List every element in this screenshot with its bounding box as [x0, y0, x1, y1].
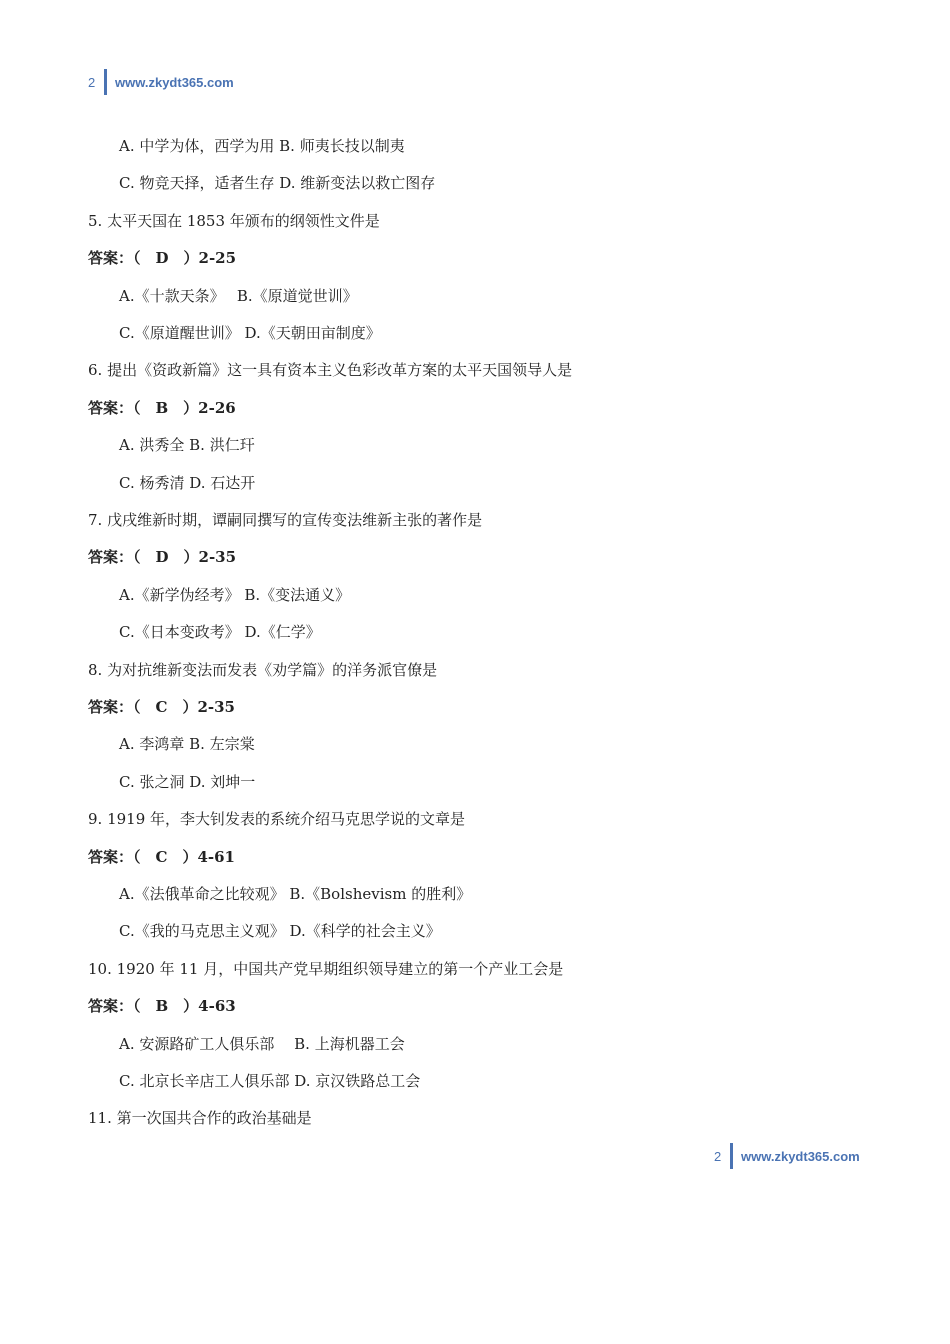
footer-divider: [730, 1143, 733, 1169]
option-line: C. 杨秀清 D. 石达开: [119, 473, 256, 492]
option-line: C.《原道醒世训》 D.《天朝田亩制度》: [119, 324, 381, 342]
option-line: A. 中学为体，西学为用 B. 师夷长技以制夷: [119, 137, 405, 155]
page-header: [88, 68, 234, 96]
option-line: A. 安源路矿工人俱乐部 B. 上海机器工会: [119, 1034, 405, 1053]
answer-line: 答案：（ C ）2-35: [88, 698, 235, 716]
option-line: C.《日本变政考》 D.《仁学》: [119, 623, 321, 642]
question-text: 6. 提出《资政新篇》这一具有资本主义色彩改革方案的太平天国领导人是: [88, 361, 573, 380]
footer-site-link[interactable]: www.zkydt365.com: [741, 1148, 860, 1164]
answer-line: 答案：（ B ）4-63: [88, 997, 236, 1016]
question-text: 9. 1919 年，李大钊发表的系统介绍马克思学说的文章是: [88, 810, 466, 829]
answer-line: 答案：（ B ）2-26: [88, 398, 236, 417]
option-line: A. 李鸿章 B. 左宗棠: [119, 735, 255, 754]
option-line: C. 北京长辛店工人俱乐部 D. 京汉铁路总工会: [119, 1072, 421, 1090]
option-line: A.《十款天条》 B.《原道觉世训》: [119, 286, 358, 305]
question-text: 8. 为对抗维新变法而发表《劝学篇》的洋务派官僚是: [88, 660, 438, 679]
answer-line: 答案：（ C ）4-61: [88, 847, 235, 866]
option-line: A. 洪秀全 B. 洪仁玕: [119, 436, 255, 455]
option-line: C.《我的马克思主义观》 D.《科学的社会主义》: [119, 922, 441, 941]
option-line: A.《新学伪经考》 B.《变法通义》: [119, 585, 351, 604]
header-site-link[interactable]: www.zkydt365.com: [115, 74, 234, 90]
option-line: A.《法俄革命之比较观》 B.《Bolshevism 的胜利》: [119, 885, 472, 903]
option-line: C. 物竞天择，适者生存 D. 维新变法以救亡图存: [119, 174, 436, 193]
answer-line: 答案：（ D ）2-25: [88, 249, 237, 268]
option-line: C. 张之洞 D. 刘坤一: [119, 772, 256, 791]
header-divider: [104, 69, 107, 95]
header-page-number: 2: [88, 74, 96, 90]
question-text: 11. 第一次国共合作的政治基础是: [88, 1109, 312, 1128]
question-text: 5. 太平天国在 1853 年颁布的纲领性文件是: [88, 211, 380, 230]
answer-line: 答案：（ D ）2-35: [88, 548, 237, 567]
page-footer: [714, 1142, 860, 1170]
question-text: 10. 1920 年 11 月，中国共产党早期组织领导建立的第一个产业工会是: [88, 959, 564, 978]
footer-page-number: 2: [714, 1148, 722, 1164]
question-text: 7. 戊戌维新时期，谭嗣同撰写的宣传变法维新主张的著作是: [88, 511, 483, 529]
